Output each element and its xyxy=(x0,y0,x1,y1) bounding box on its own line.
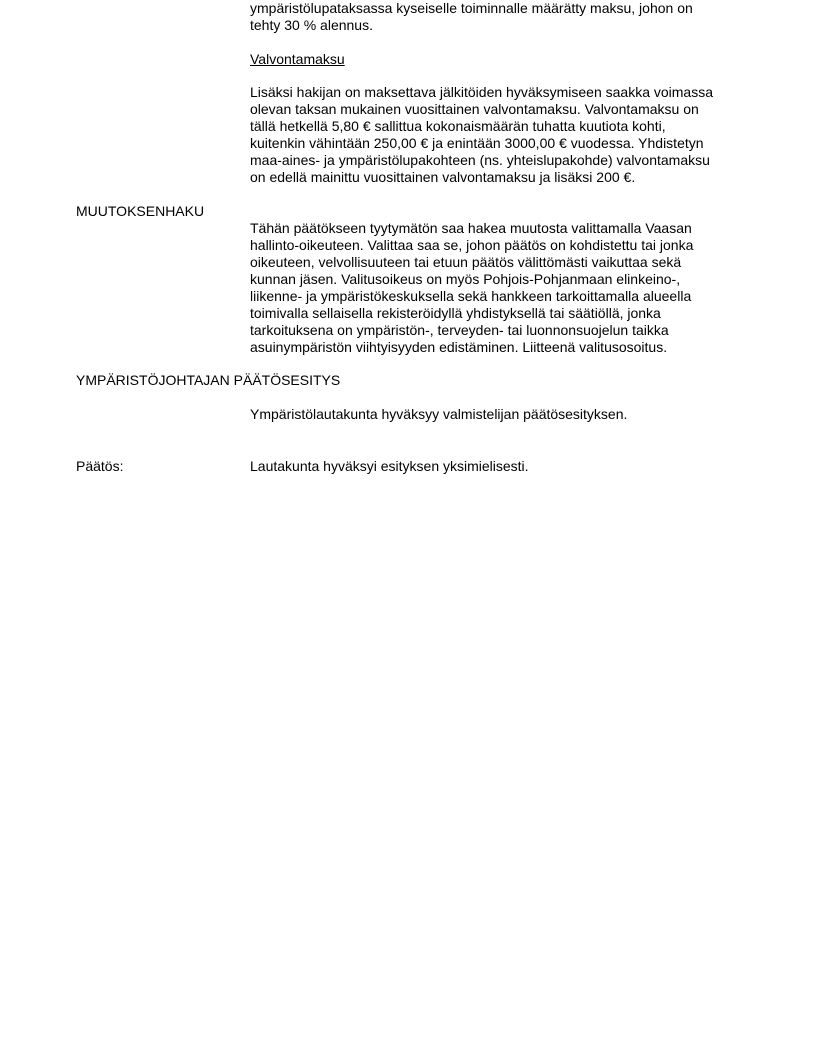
appeal-heading: MUUTOKSENHAKU xyxy=(76,203,205,219)
supervision-fee-subheading: Valvontamaksu xyxy=(250,51,345,67)
decision-label: Päätös: xyxy=(76,458,124,474)
supervision-fee-paragraph: Lisäksi hakijan on maksettava jälkitöiden hyväksymiseen saakka voimassa olevan taksan mukainen vuosittainen valvontamaksu. Valvontamaksu on tällä hetkellä 5,80 € sallittua kokonaismäärän tuhatta kuutiota kohti, kuitenkin vähintään 250,00 € ja enintään 3000,00 € vuodessa. Yhdistetyn maa-aines- ja ympäristölupakohteen (ns. yhteislupakohde) valvontamaksu on edellä mainittu vuosittainen valvontamaksu ja lisäksi 200 €. xyxy=(250,84,713,185)
decision-text: Lautakunta hyväksyi esityksen yksimielisesti. xyxy=(250,458,529,474)
proposal-paragraph: Ympäristölautakunta hyväksyy valmistelijan päätösesityksen. xyxy=(250,406,628,422)
appeal-paragraph: Tähän päätökseen tyytymätön saa hakea muutosta valittamalla Vaasan hallinto-oikeuteen. Valittaa saa se, johon päätös on kohdistettu tai jonka oikeuteen, velvollisuuteen tai etuun päätös välittömästi vaikuttaa sekä kunnan jäsen. Valitusoikeus on myös Pohjois-Pohjanmaan elinkeino-, liikenne- ja ympäristökeskuksella sekä hankkeen tarkoittamalla alueella toimivalla sellaisella rekisteröidyllä yhdistyksellä tai säätiöllä, jonka tarkoituksena on ympäristön-, terveyden- tai luonnonsuojelun taikka asuinympäristön viihtyisyyden edistäminen. Liitteenä valitusosoitus. xyxy=(250,220,694,355)
intro-paragraph: ympäristölupataksassa kyseiselle toiminnalle määrätty maksu, johon on tehty 30 % alennus. xyxy=(250,0,693,33)
proposal-heading: YMPÄRISTÖJOHTAJAN PÄÄTÖSESITYS xyxy=(76,372,341,388)
